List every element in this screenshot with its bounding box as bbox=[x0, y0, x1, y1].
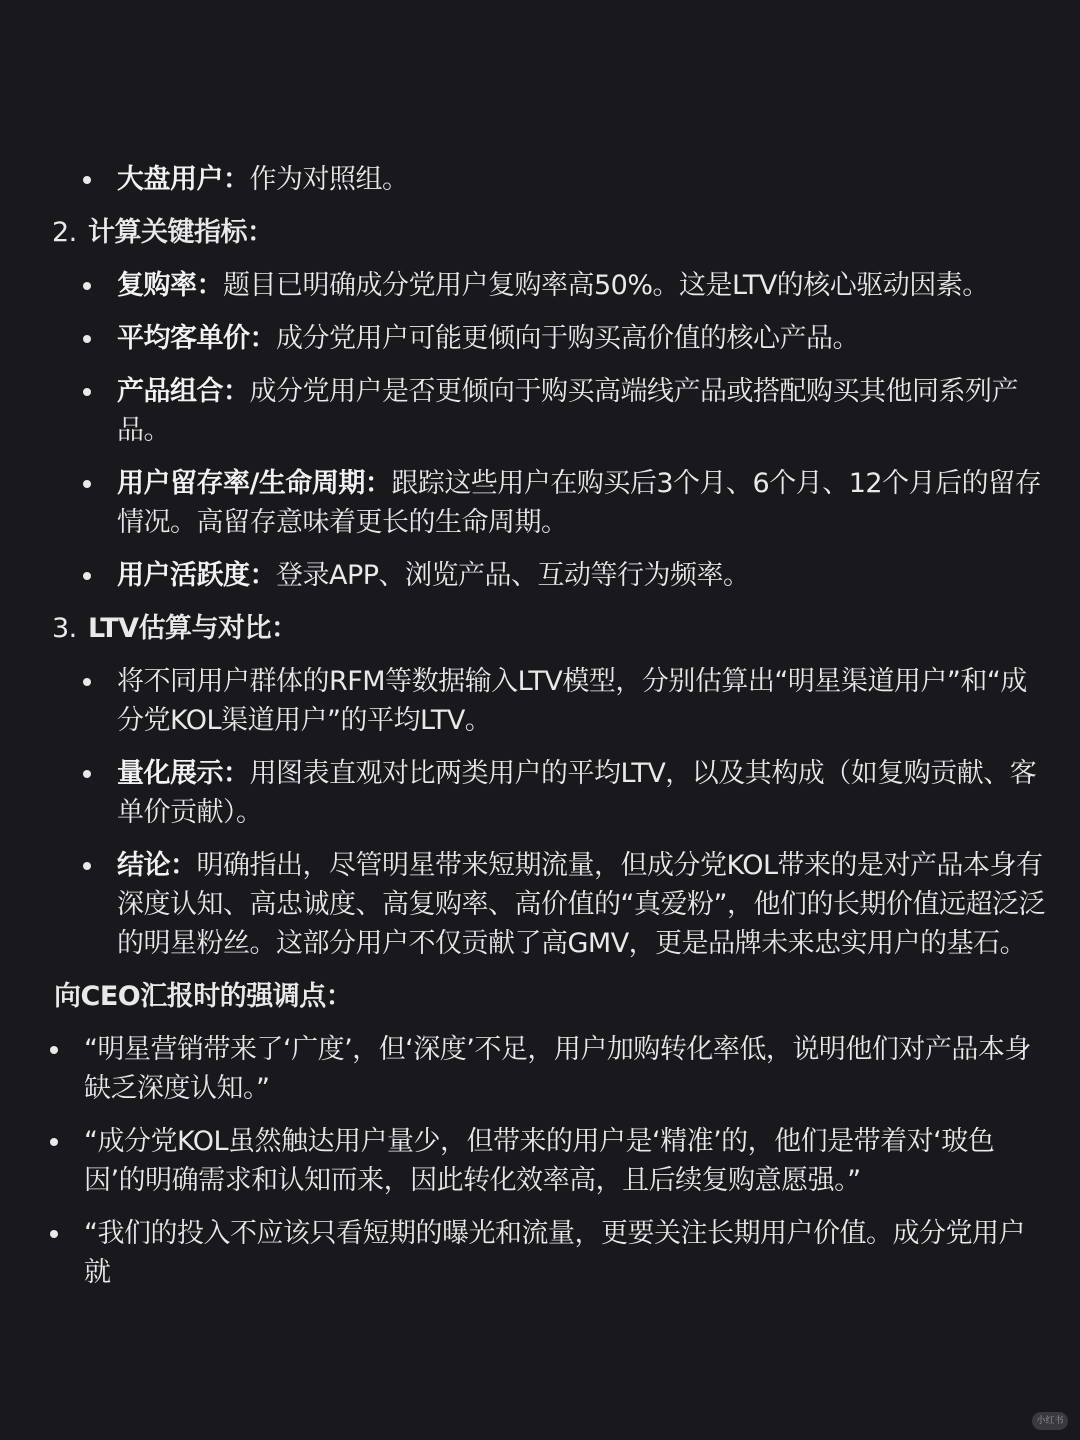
quote-text: “我们的投入不应该只看短期的曝光和流量，更要关注长期用户价值。成分党用户就 bbox=[84, 1218, 1025, 1288]
section-title: LTV估算与对比： bbox=[88, 613, 298, 644]
item-label: 复购率： bbox=[117, 270, 223, 301]
item-label: 用户留存率/生命周期： bbox=[117, 468, 392, 499]
item-label: 产品组合： bbox=[117, 376, 250, 407]
bullet-icon bbox=[50, 1046, 58, 1054]
quote-item bbox=[0, 1030, 1080, 1108]
watermark-logo: 小红书 bbox=[1032, 1412, 1068, 1430]
item-label: 量化展示： bbox=[117, 758, 250, 789]
bullet-icon bbox=[83, 282, 91, 290]
item-text: 登录APP、浏览产品、互动等行为频率。 bbox=[276, 560, 750, 591]
bullet-icon bbox=[83, 480, 91, 488]
item-text: 跟踪这些用户在购买后3个月、6个月、12个月后的留存情况。高留存意味着更长的生命周期。 bbox=[117, 468, 1042, 538]
bullet-icon bbox=[83, 862, 91, 870]
section-number: 2. bbox=[52, 217, 77, 248]
document-body bbox=[0, 160, 1080, 1292]
list-item bbox=[0, 266, 1080, 305]
list-item bbox=[0, 556, 1080, 595]
bullet-icon bbox=[83, 176, 91, 184]
list-item bbox=[0, 846, 1080, 963]
section-number: 3. bbox=[52, 613, 77, 644]
quote-item bbox=[0, 1214, 1080, 1292]
quote-text: “成分党KOL虽然触达用户量少，但带来的用户是‘精准’的，他们是带着对‘玻色因’的明确需求和认知而来，因此转化效率高，且后续复购意愿强。” bbox=[84, 1126, 995, 1196]
bullet-icon bbox=[83, 770, 91, 778]
bullet-icon bbox=[50, 1138, 58, 1146]
bullet-icon bbox=[83, 572, 91, 580]
bullet-icon bbox=[50, 1230, 58, 1238]
item-label: 大盘用户： bbox=[117, 164, 250, 195]
bullet-icon bbox=[83, 388, 91, 396]
bullet-icon bbox=[83, 335, 91, 343]
bullet-icon bbox=[83, 678, 91, 686]
item-text: 成分党用户是否更倾向于购买高端线产品或搭配购买其他同系列产品。 bbox=[117, 376, 1018, 446]
list-item bbox=[0, 372, 1080, 450]
item-label: 用户活跃度： bbox=[117, 560, 276, 591]
ceo-heading: 向CEO汇报时的强调点： bbox=[54, 981, 353, 1012]
item-label: 平均客单价： bbox=[117, 323, 276, 354]
section-heading bbox=[0, 213, 1080, 252]
item-label: 结论： bbox=[117, 850, 197, 881]
item-text: 将不同用户群体的RFM等数据输入LTV模型，分别估算出“明星渠道用户”和“成分党KOL渠道用户”的平均LTV。 bbox=[117, 666, 1027, 736]
list-item bbox=[0, 464, 1080, 542]
section-title: 计算关键指标： bbox=[88, 217, 274, 248]
item-text: 成分党用户可能更倾向于购买高价值的核心产品。 bbox=[276, 323, 859, 354]
item-text: 用图表直观对比两类用户的平均LTV，以及其构成（如复购贡献、客单价贡献）。 bbox=[117, 758, 1037, 828]
quote-item bbox=[0, 1122, 1080, 1200]
list-item bbox=[0, 160, 1080, 199]
list-item bbox=[0, 662, 1080, 740]
quote-text: “明星营销带来了‘广度’，但‘深度’不足，用户加购转化率低，说明他们对产品本身缺乏深度认知。” bbox=[84, 1034, 1031, 1104]
item-text: 题目已明确成分党用户复购率高50%。这是LTV的核心驱动因素。 bbox=[223, 270, 989, 301]
item-text: 明确指出，尽管明星带来短期流量，但成分党KOL带来的是对产品本身有深度认知、高忠诚度、高复购率、高价值的“真爱粉”，他们的长期价值远超泛泛的明星粉丝。这部分用户不仅贡献了高GMV，更是品牌未来忠实用户的基石。 bbox=[117, 850, 1045, 959]
list-item bbox=[0, 319, 1080, 358]
item-text: 作为对照组。 bbox=[249, 164, 409, 195]
list-item bbox=[0, 754, 1080, 832]
section-heading bbox=[0, 609, 1080, 648]
